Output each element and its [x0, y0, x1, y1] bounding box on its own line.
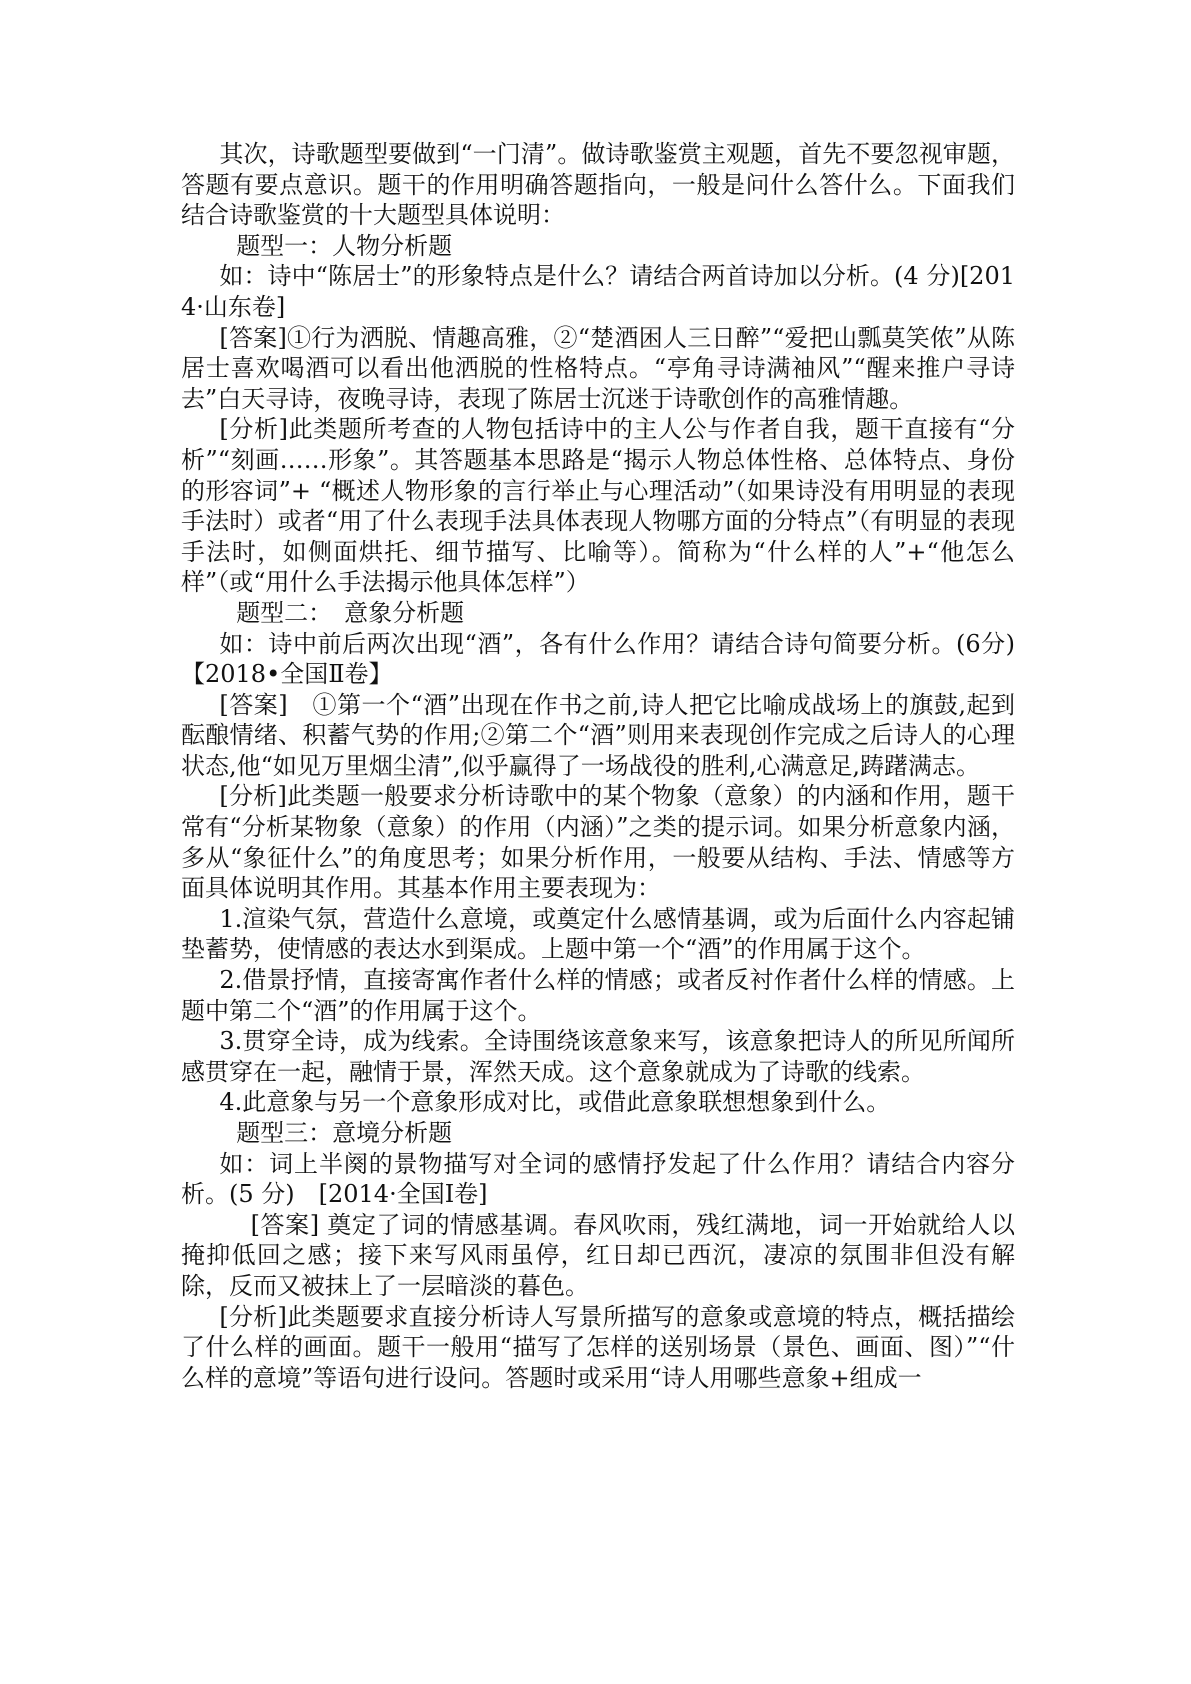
paragraph-intro: 其次，诗歌题型要做到“一门清”。做诗歌鉴赏主观题，首先不要忽视审题，答题有要点意识。题干的作用明确答题指向，一般是问什么答什么。下面我们结合诗歌鉴赏的十大题型具体说明：: [181, 140, 1015, 230]
paragraph-answer-3: [答案] 奠定了词的情感基调。春风吹雨，残红满地，词一开始就给人以掩抑低回之感；接下来写风雨虽停，红日却已西沉，凄凉的氛围非但没有解除，反而又被抹上了一层暗淡的暮色。: [181, 1210, 1015, 1300]
list-item-2: 2.借景抒情，直接寄寓作者什么样的情感；或者反衬作者什么样的情感。上题中第二个“酒”的作用属于这个。: [181, 966, 1015, 1025]
paragraph-example-2: 如：诗中前后两次出现“酒”，各有什么作用？请结合诗句简要分析。(6分)【2018•全国Ⅱ卷】: [181, 629, 1015, 689]
list-item-1: 1.渲染气氛，营造什么意境，或奠定什么感情基调，或为后面什么内容起铺垫蓄势，使情感的表达水到渠成。上题中第一个“酒”的作用属于这个。: [181, 904, 1015, 964]
paragraph-answer-2: [答案] ①第一个“酒”出现在作书之前,诗人把它比喻成战场上的旗鼓,起到酝酿情绪、积蓄气势的作用;②第二个“酒”则用来表现创作完成之后诗人的心理状态,他“如见万里烟尘清”,似乎赢得了一场战役的胜利,心满意足,踌躇满志。: [181, 690, 1015, 780]
list-item-4: 4.此意象与另一个意象形成对比，或借此意象联想想象到什么。: [219, 1088, 891, 1117]
paragraph-answer-1: [答案]①行为洒脱、情趣高雅，②“楚酒困人三日醉”“爱把山瓢莫笑侬”从陈居士喜欢喝酒可以看出他洒脱的性格特点。“亭角寻诗满袖风”“醒来推户寻诗去”白天寻诗，夜晚寻诗，表现了陈居士沉迷于诗歌创作的高雅情趣。: [181, 323, 1015, 413]
heading-type-2: 题型二： 意象分析题: [236, 598, 465, 627]
paragraph-analysis-2: [分析]此类题一般要求分析诗歌中的某个物象（意象）的内涵和作用，题干常有“分析某物象（意象）的作用（内涵）”之类的提示词。如果分析意象内涵，多从“象征什么”的角度思考；如果分析作用，一般要从结构、手法、情感等方面具体说明其作用。其基本作用主要表现为：: [181, 782, 1015, 903]
heading-type-1: 题型一：人物分析题: [236, 231, 453, 260]
document-body: [181, 139, 1015, 1393]
paragraph-example-1: 如：诗中“陈居士”的形象特点是什么？请结合两首诗加以分析。(4 分)[2014·山东卷]: [181, 262, 1015, 321]
paragraph-example-3: 如：词上半阕的景物描写对全词的感情抒发起了什么作用？请结合内容分析。(5 分) [2014·全国Ⅰ卷]: [181, 1149, 1015, 1209]
heading-type-3: 题型三：意境分析题: [236, 1119, 453, 1147]
paragraph-analysis-1: [分析]此类题所考查的人物包括诗中的主人公与作者自我，题干直接有“分析”“刻画……形象”。其答题基本思路是“揭示人物总体性格、总体特点、身份的形容词”+ “概述人物形象的言行举止与心理活动”（如果诗没有用明显的表现手法时）或者“用了什么表现手法具体表现人物哪方面的分特点”（有明显的表现手法时，如侧面烘托、细节描写、比喻等）。简称为“什么样的人”+“他怎么样”（或“用什么手法揭示他具体怎样”）: [181, 415, 1015, 597]
list-item-3: 3.贯穿全诗，成为线索。全诗围绕该意象来写，该意象把诗人的所见所闻所感贯穿在一起，融情于景，浑然天成。这个意象就成为了诗歌的线索。: [181, 1027, 1015, 1086]
paragraph-analysis-3: [分析]此类题要求直接分析诗人写景所描写的意象或意境的特点，概括描绘了什么样的画面。题干一般用“描写了怎样的送别场景（景色、画面、图）”“什么样的意境”等语句进行设问。答题时或采用“诗人用哪些意象+组成一: [181, 1302, 1015, 1392]
